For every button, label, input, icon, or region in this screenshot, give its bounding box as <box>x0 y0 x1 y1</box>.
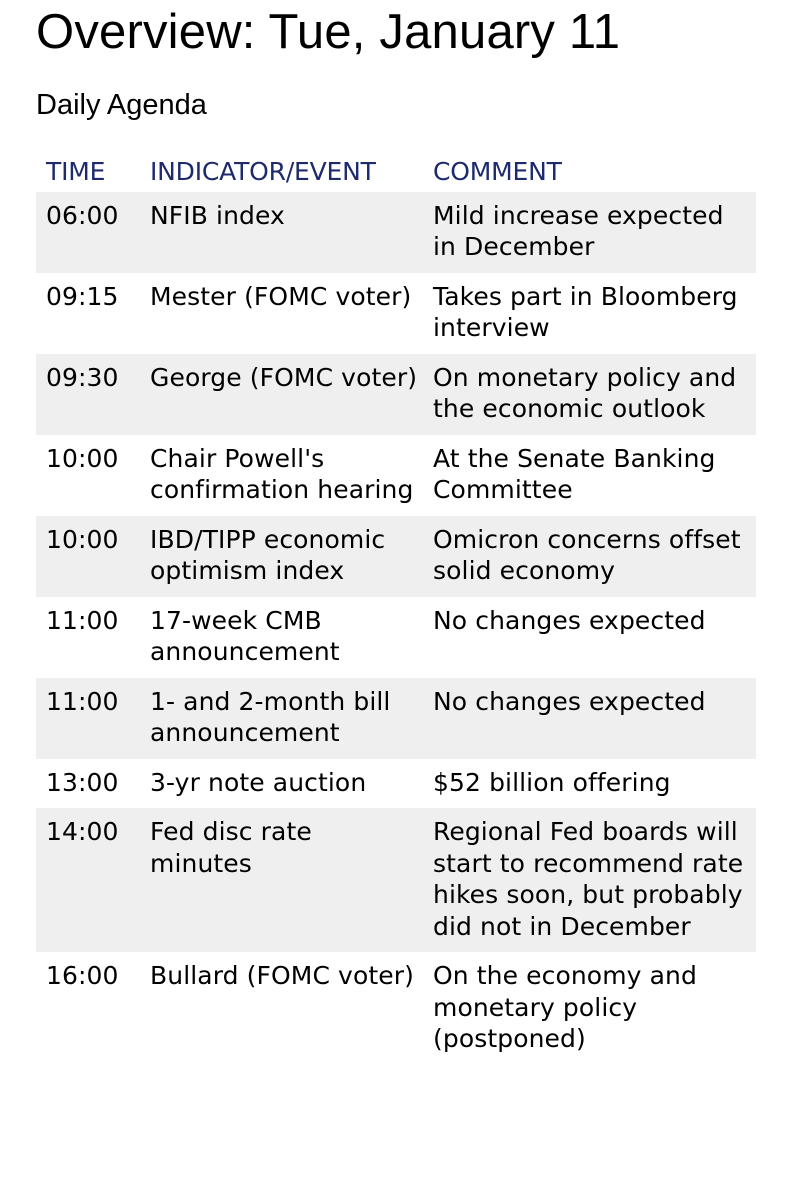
table-row <box>36 354 756 435</box>
cell-event: IBD/TIPP economic optimism index <box>140 516 423 597</box>
cell-comment: At the Senate Banking Committee <box>423 435 756 516</box>
table-row <box>36 952 756 1065</box>
table-row <box>36 808 756 952</box>
table-header-row <box>36 150 756 192</box>
cell-time: 11:00 <box>36 597 140 678</box>
cell-time: 09:30 <box>36 354 140 435</box>
cell-event: 1- and 2-month bill announcement <box>140 678 423 759</box>
cell-comment: Regional Fed boards will start to recommend rate hikes soon, but probably did not in December <box>423 808 756 952</box>
table-row <box>36 678 756 759</box>
cell-time: 11:00 <box>36 678 140 759</box>
cell-comment: Mild increase expected in December <box>423 192 756 273</box>
table-row <box>36 435 756 516</box>
table-row <box>36 597 756 678</box>
cell-time: 10:00 <box>36 516 140 597</box>
table-row <box>36 273 756 354</box>
cell-time: 09:15 <box>36 273 140 354</box>
column-header-time: TIME <box>46 157 106 186</box>
cell-time: 13:00 <box>36 759 140 809</box>
table-row <box>36 516 756 597</box>
cell-event: 17-week CMB announcement <box>140 597 423 678</box>
cell-comment: On the economy and monetary policy (postponed) <box>423 952 756 1065</box>
cell-comment: On monetary policy and the economic outlook <box>423 354 756 435</box>
cell-time: 14:00 <box>36 808 140 952</box>
cell-comment: Omicron concerns offset solid economy <box>423 516 756 597</box>
cell-comment: No changes expected <box>423 678 756 759</box>
cell-event: George (FOMC voter) <box>140 354 423 435</box>
cell-time: 16:00 <box>36 952 140 1065</box>
cell-time: 10:00 <box>36 435 140 516</box>
page-subtitle: Daily Agenda <box>36 89 207 121</box>
cell-event: Chair Powell's confirmation hearing <box>140 435 423 516</box>
cell-time: 06:00 <box>36 192 140 273</box>
page-title: Overview: Tue, January 11 <box>36 5 621 59</box>
cell-comment: Takes part in Bloomberg interview <box>423 273 756 354</box>
table-row <box>36 759 756 809</box>
cell-comment: No changes expected <box>423 597 756 678</box>
table-row <box>36 192 756 273</box>
cell-event: NFIB index <box>140 192 423 273</box>
cell-comment: $52 billion offering <box>423 759 756 809</box>
cell-event: Bullard (FOMC voter) <box>140 952 423 1065</box>
agenda-table <box>36 150 756 1065</box>
cell-event: Mester (FOMC voter) <box>140 273 423 354</box>
cell-event: Fed disc rate minutes <box>140 808 423 952</box>
column-header-event: INDICATOR/EVENT <box>150 157 376 186</box>
column-header-comment: COMMENT <box>433 157 562 186</box>
cell-event: 3-yr note auction <box>140 759 423 809</box>
